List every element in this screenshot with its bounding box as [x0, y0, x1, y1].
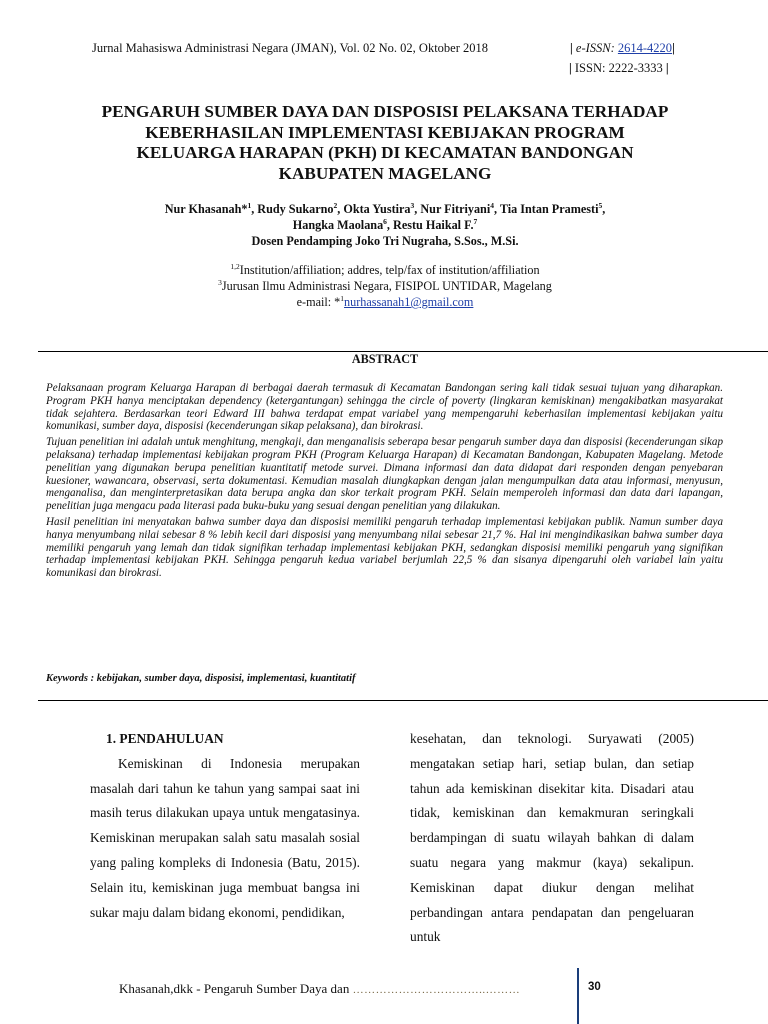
running-footer: Khasanah,dkk - Pengaruh Sumber Daya dan ……………………………..………: [119, 981, 521, 996]
author-list: [40, 201, 730, 249]
author-line-2: Hangka Maolana$^6$, Restu Haikal F.$^7$: [292, 216, 478, 232]
abstract-paragraph: Tujuan penelitian ini adalah untuk menghitung, mengkaji, dan menganalisis seberapa besar pengaruh sumber daya dan disposisi (kecenderungan sikap pelaksana) terhadap implementasi kebijakan program PKH (Program Keluarga Harapan) di Kecamatan Bandongan, Kabupaten Magelang. Metode penelitian yang digunakan berupa penelitian kuantitatif metode survei. Dimana informasi dan data didapat dari responden dengan penyebaran kuesioner, wawancara, observasi, serta dokumentasi. Kemudian masalah diungkapkan dengan jalan mengumpulkan data atau informasi, menyusun, menganalisa, dan menginterpretasikan data berupa angka dan skor terkait program PKH. Selain memperoleh informasi dan data dari lapangan, penelitian juga mengacu pada literasi pada buku-buku yang sesuai dengan penelitian yang dilakukan.: [46, 436, 723, 513]
page-number: 30: [588, 981, 601, 993]
author-name: Rudy Sukarno: [257, 202, 334, 216]
author-name: Okta Yustira: [343, 202, 411, 216]
abstract-paragraph: Pelaksanaan program Keluarga Harapan di berbagai daerah termasuk di Kecamatan Bandongan sering kali tidak sesuai tujuan yang diharapkan. Program PKH hanya menciptakan dependency (ketergantungan) sehingga the circle of poverty (lingkaran kemiskinan) mengakibatkan masyarakat tidak sejahtera. Berdasarkan teori Edward III bahwa terdapat empat variabel yang mempengaruhi keberhasilan implementasi kebijakan yaitu komunikasi, sumber daya, disposisi (kecenderungan sikap pelaksana), dan birokrasi.: [46, 382, 723, 433]
eissn-line: | e-ISSN: 2614-4220|: [570, 41, 675, 55]
author-name: Nur Khasanah*: [164, 202, 248, 216]
affiliation-line-1: $^{1,2}$Institution/affiliation; addres, telp/fax of institution/affiliation: [230, 261, 540, 277]
footer-separator: [577, 968, 579, 1024]
issn-value: ISSN: 2222-3333: [574, 61, 663, 75]
affiliation-line-2: $^3$Jurusan Ilmu Administrasi Negara, FISIPOL UNTIDAR, Magelang: [218, 277, 552, 293]
journal-citation: Jurnal Mahasiswa Administrasi Negara (JMAN), Vol. 02 No. 02, Oktober 2018: [92, 41, 489, 55]
author-name: Nur Fitriyani: [420, 202, 491, 216]
title-line: KABUPATEN MAGELANG: [278, 163, 492, 183]
section-heading: 1. PENDAHULUAN: [106, 731, 224, 746]
title-line: KEBERHASILAN IMPLEMENTASI KEBIJAKAN PROGRAM: [145, 122, 625, 142]
email-line: e-mail: *$^1$nurhassanah1@gmail.com: [296, 293, 474, 309]
title-line: KELUARGA HARAPAN (PKH) DI KECAMATAN BANDONGAN: [136, 143, 634, 163]
author-name: Restu Haikal F.: [393, 218, 474, 232]
author-name: Tia Intan Pramesti: [499, 202, 599, 216]
title-line: PENGARUH SUMBER DAYA DAN DISPOSISI PELAKSANA TERHADAP: [101, 102, 669, 121]
paper-title: [40, 102, 730, 184]
abstract-paragraph: Hasil penelitian ini menyatakan bahwa sumber daya dan disposisi memiliki pengaruh terhadap implementasi kebijakan publik. Namun sumber daya hanya menyumbang nilai sebesar 8 % lebih kecil dari disposisi yang menyumbang nilai sebesar 21,7 %. Hal ini mengindikasikan bahwa sumber daya memiliki pengaruh yang lemah dan tidak signifikan terhadap implementasi kebijakan PKH, sedangkan disposisi memiliki pengaruh yang signifikan terhadap implementasi kebijakan PKH. Sehingga pengaruh kedua variabel berjumlah 22,5 % dan sisanya dipengaruhi oleh variabel lain yaitu komunikasi dan birokrasi.: [46, 515, 723, 580]
issn-line: | ISSN: 2222-3333 |: [569, 61, 669, 75]
abstract-bottom-rule: [38, 700, 768, 701]
supervisor-line: Dosen Pendamping Joko Tri Nugraha, S.Sos., M.Si.: [251, 234, 519, 248]
affiliations: [40, 262, 730, 310]
eissn-label: e-ISSN:: [575, 41, 618, 55]
author-name: Hangka Maolana: [292, 218, 384, 232]
body-column-left: [90, 727, 360, 925]
eissn-link[interactable]: 2614-4220: [617, 41, 673, 55]
body-paragraph: kesehatan, dan teknologi. Suryawati (2005) mengatakan setiap hari, setiap bulan, dan setiap tahun ada kemiskinan disekitar kita. Disadari atau tidak, kemiskinan dan kemakmuran seringkali berdampingan di suatu wilayah bahkan di dalam suatu negara yang makmur (kaya) sekalipun. Kemiskinan dapat diukur dengan melihat perbandingan antara pendapatan dan pengeluaran untuk: [410, 731, 694, 945]
body-paragraph: Kemiskinan di Indonesia merupakan masalah dari tahun ke tahun yang sampai saat ini masih terus dilakukan upaya untuk mengatasinya. Kemiskinan merupakan salah satu masalah sosial yang paling kompleks di Indonesia (Batu, 2015). Selain itu, kemiskinan juga membuat bangsa ini sukar maju dalam bidang ekonomi, pendidikan,: [90, 755, 360, 920]
abstract-body: [46, 382, 723, 583]
email-link[interactable]: nurhassanah1@gmail.com: [344, 295, 474, 309]
author-line-1: Nur Khasanah*$^1$, Rudy Sukarno$^2$, Okta Yustira$^3$, Nur Fitriyani$^4$, Tia Intan Pramesti$^5$,: [164, 200, 606, 216]
body-column-right: [410, 727, 694, 950]
keywords: Keywords : kebijakan, sumber daya, disposisi, implementasi, kuantitatif: [46, 673, 356, 684]
footer-dots: ……………………………..………: [352, 984, 521, 996]
abstract-heading: ABSTRACT: [351, 352, 419, 366]
